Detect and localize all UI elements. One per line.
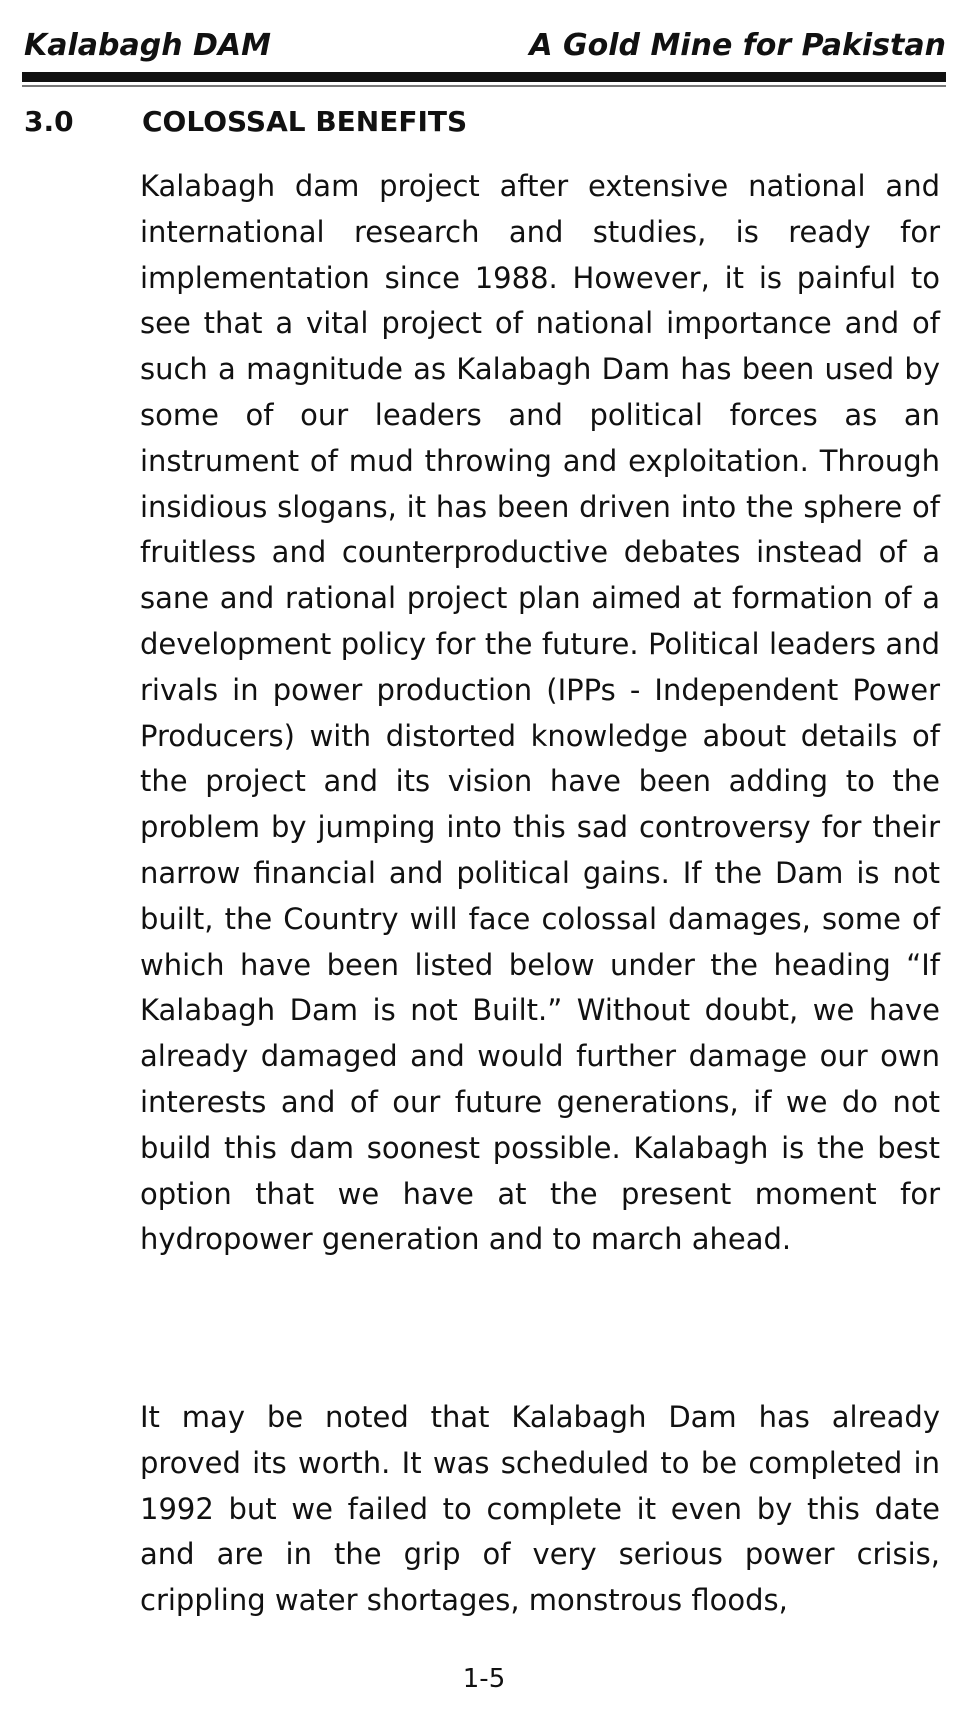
section-number: 3.0	[24, 105, 74, 138]
body-paragraph-1: Kalabagh dam project after extensive national and international research and studies, is ready for implementation since 1988. However, it is painful to see that a vital project of national importance and of such a magnitude as Kalabagh Dam has been used by some of our leaders and political forces as an instrument of mud throwing and exploitation. Through insidious slogans, it has been driven into the sphere of fruitless and counterproductive debates instead of a sane and rational project plan aimed at formation of a development policy for the future. Political leaders and rivals in power production (IPPs - Independent Power Producers) with distorted knowledge about details of the project and its vision have been adding to the problem by jumping into this sad controversy for their narrow financial and political gains. If the Dam is not built, the Country will face colossal damages, some of which have been listed below under the heading “If Kalabagh Dam is not Built.” Without doubt, we have already damaged and would further damage our own interests and of our future generations, if we do not build this dam soonest possible. Kalabagh is the best option that we have at the present moment for hydropower generation and to march ahead.	[140, 169, 940, 1257]
header-divider	[22, 72, 946, 82]
section-title: COLOSSAL BENEFITS	[142, 105, 468, 138]
header-divider-shadow	[22, 85, 946, 87]
body-paragraph-2: It may be noted that Kalabagh Dam has already proved its worth. It was scheduled to be completed in 1992 but we failed to complete it even by this date and are in the grip of very serious power crisis, crippling water shortages, monstrous floods,	[140, 1400, 940, 1618]
document-subtitle: A Gold Mine for Pakistan	[529, 28, 946, 63]
document-title: Kalabagh DAM	[24, 28, 271, 63]
page-header	[24, 20, 946, 70]
page-number: 1-5	[462, 1664, 506, 1694]
